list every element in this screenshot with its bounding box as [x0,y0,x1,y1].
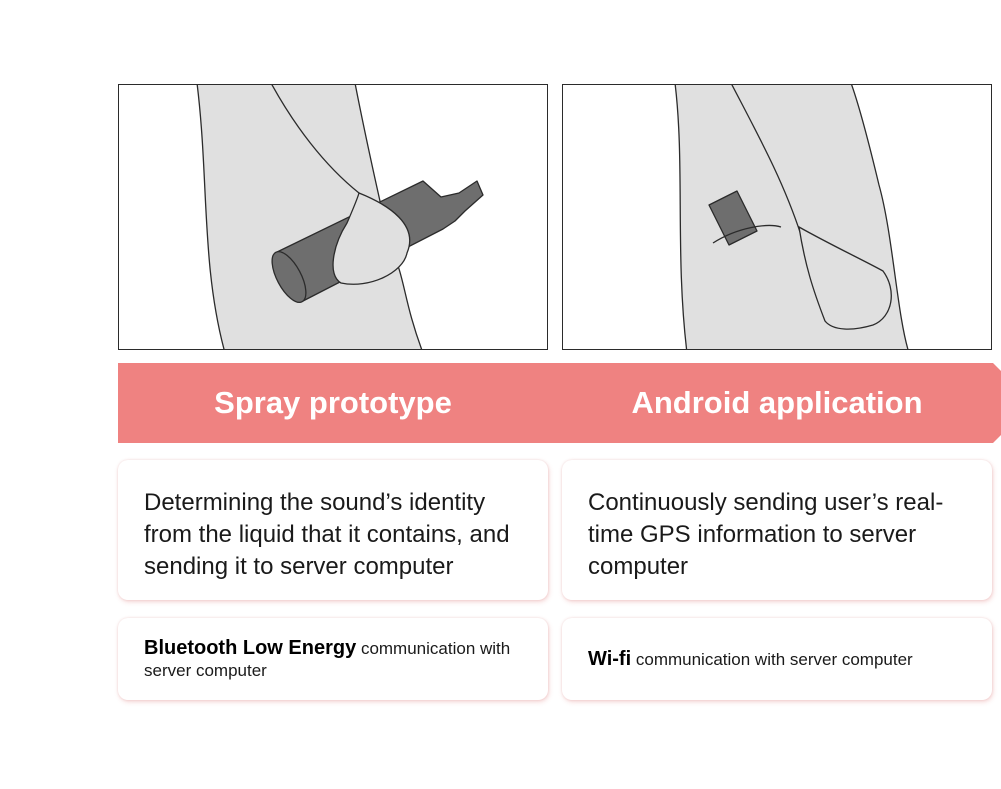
spray-description-text: Determining the sound’s identity from the liquid that it contains, and sending it to server computer [144,489,510,580]
spray-description-card [118,460,548,600]
android-communication-protocol: Wi-fi [588,647,632,670]
android-communication-text [588,648,913,671]
android-illustration-panel [562,84,992,350]
android-description-text: Continuously sending user’s real-time GPS information to server computer [588,489,944,580]
spray-communication-detail: communication with server computer [144,638,511,680]
android-communication-card [562,618,992,700]
title-banner [118,363,1001,443]
leg-with-spray-bottle-icon [119,85,548,350]
android-application-title: Android application [631,385,923,420]
spray-communication-protocol: Bluetooth Low Energy [144,636,357,659]
leg-with-phone-icon [563,85,992,350]
spray-illustration-panel [118,84,548,350]
spray-prototype-title: Spray prototype [214,385,452,420]
android-communication-detail: communication with server computer [631,649,913,669]
android-description-card [562,460,992,600]
spray-communication-card [118,618,548,700]
spray-communication-text [144,637,524,682]
